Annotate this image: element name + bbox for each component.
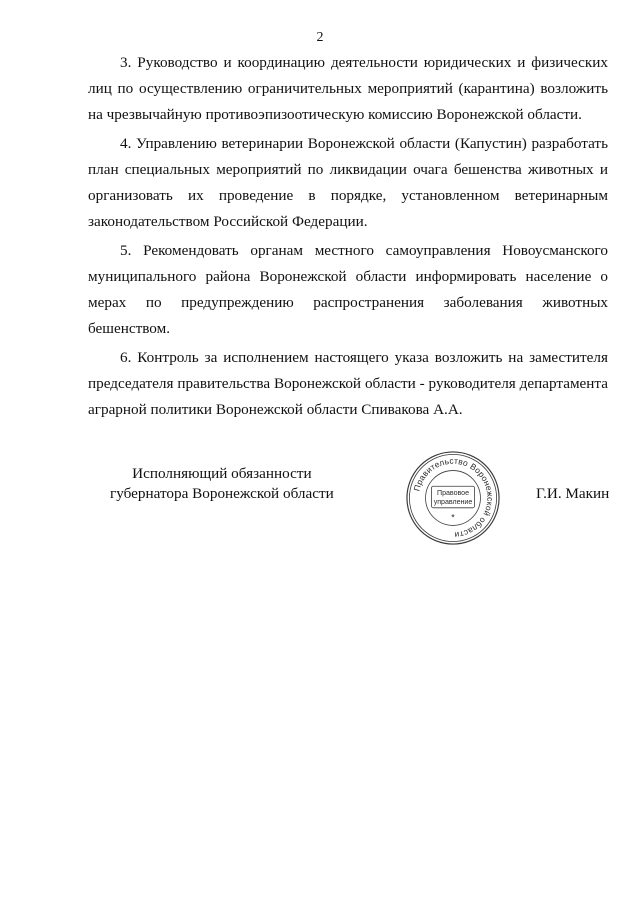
seal-star-mark: * <box>451 512 455 523</box>
seal-ring-text: Правительство Воронежской области <box>411 455 496 541</box>
paragraph-6: 6. Контроль за исполнением настоящего указа возложить на заместителя председателя правительства Воронежской области - руководителя департамента аграрной политики Воронежской области Спивакова А.А. <box>88 349 608 418</box>
paragraph-4: 4. Управлению ветеринарии Воронежской области (Капустин) разработать план специальных мероприятий по ликвидации очага бешенства животных и организовать их проведение в порядке, установленном ветеринарным законодательством Российской Федерации. <box>88 135 608 230</box>
paragraph-5: 5. Рекомендовать органам местного самоуправления Новоусманского муниципального района Воронежской области информировать население о мерах по предупреждению распространения заболевания животных бешенством. <box>88 242 608 337</box>
signer-title-line-1: Исполняющий обязанности <box>132 465 312 482</box>
official-seal <box>404 449 502 547</box>
seal-center-line-2: управление <box>433 498 473 506</box>
seal-center-line-1: Правовое <box>437 490 469 498</box>
page-number: 2 <box>316 30 324 45</box>
paragraph-3: 3. Руководство и координацию деятельности юридических и физических лиц по осуществлению ограничительных мероприятий (карантина) возложить на чрезвычайную противоэпизоотическую комиссию Воронежской области. <box>88 54 608 123</box>
signer-title <box>110 464 334 504</box>
signature-block <box>0 455 640 542</box>
document-body <box>88 50 608 426</box>
signer-title-line-2: губернатора Воронежской области <box>110 485 334 502</box>
signer-name: Г.И. Макин <box>536 485 610 502</box>
seal-graphic <box>404 449 502 547</box>
